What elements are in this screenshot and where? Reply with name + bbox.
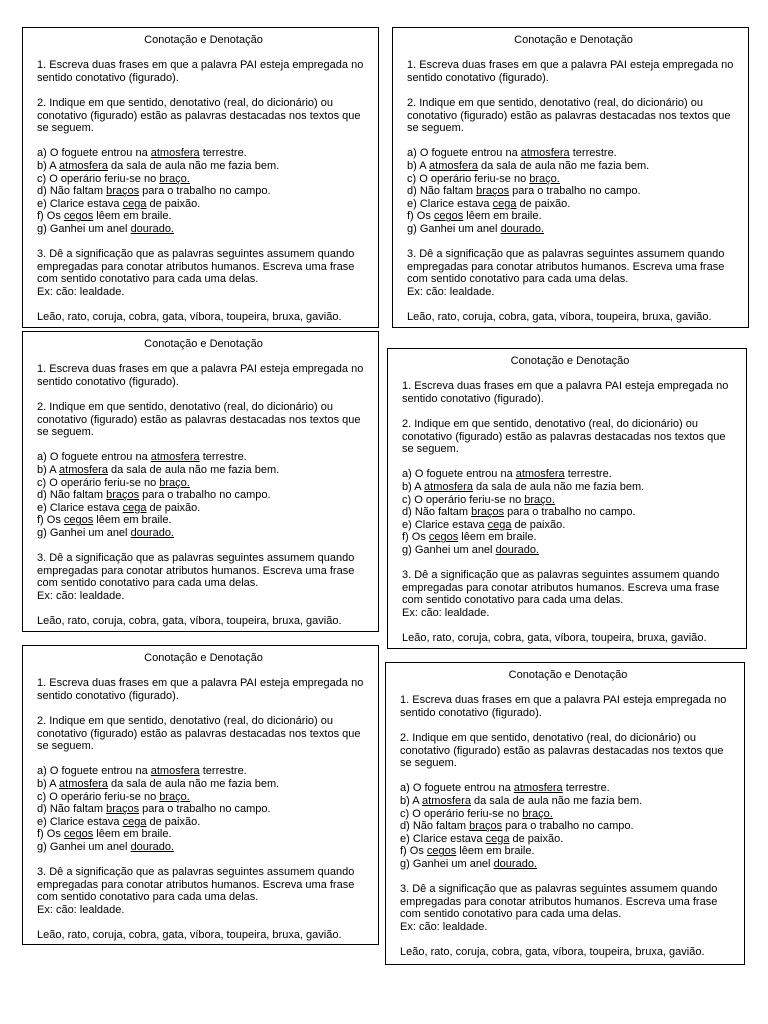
question-2: 2. Indique em que sentido, denotativo (real, do dicionário) ou conotativo (figurado) estão as palavras destacadas nos textos que se seguem. <box>400 731 724 770</box>
worksheet-card-5 <box>22 645 379 945</box>
question-1: 1. Escreva duas frases em que a palavra PAI esteja empregada no sentido conotativo (figurado). <box>400 694 727 719</box>
item-b: b) A atmosfera da sala de aula não me fazia bem. <box>400 794 643 807</box>
card-title: Conotação e Denotação <box>510 355 630 367</box>
highlighted-word: atmosfera <box>150 451 200 464</box>
example-text: Ex: cão: lealdade. <box>400 920 488 933</box>
highlighted-word: atmosfera <box>59 159 108 172</box>
highlighted-word: atmosfera <box>429 159 478 172</box>
item-g: g) Ganhei um anel dourado. <box>402 543 539 556</box>
item-d: d) Não faltam braços para o trabalho no campo. <box>37 489 271 502</box>
question-2: 2. Indique em que sentido, denotativo (real, do dicionário) ou conotativo (figurado) estão as palavras destacadas nos textos que se seguem. <box>402 417 726 456</box>
highlighted-word: atmosfera <box>422 794 471 807</box>
highlighted-word: atmosfera <box>513 782 563 795</box>
item-list <box>37 451 370 539</box>
highlighted-word: cega <box>487 518 512 531</box>
highlighted-word: cega <box>485 832 510 845</box>
highlighted-word: atmosfera <box>59 777 108 790</box>
word-list: Leão, rato, coruja, cobra, gata, víbora, toupeira, bruxa, gavião. <box>37 929 342 942</box>
word-list: Leão, rato, coruja, cobra, gata, víbora, toupeira, bruxa, gavião. <box>37 311 342 324</box>
highlighted-word: atmosfera <box>515 468 565 481</box>
question-3: 3. Dê a significação que as palavras seguintes assumem quando empregadas para conotar atributos humanos. Escreva uma frase com sentido conotativo para cada uma delas. Ex: cão: lealdade. <box>407 248 725 298</box>
highlighted-word: braços <box>106 489 140 502</box>
item-a: a) O foguete entrou na atmosfera terrestre. <box>37 147 247 160</box>
question-2: 2. Indique em que sentido, denotativo (real, do dicionário) ou conotativo (figurado) estão as palavras destacadas nos textos que se seguem. <box>407 96 731 135</box>
highlighted-word: braço. <box>524 493 555 506</box>
highlighted-word: atmosfera <box>150 147 200 160</box>
item-b: b) A atmosfera da sala de aula não me fazia bem. <box>407 159 650 172</box>
question-2: 2. Indique em que sentido, denotativo (real, do dicionário) ou conotativo (figurado) estão as palavras destacadas nos textos que se seguem. <box>37 400 361 439</box>
question-3: 3. Dê a significação que as palavras seguintes assumem quando empregadas para conotar atributos humanos. Escreva uma frase com sentido conotativo para cada uma delas. Ex: cão: lealdade. <box>37 248 355 298</box>
item-a: a) O foguete entrou na atmosfera terrestre. <box>37 451 247 464</box>
worksheet-card-4 <box>387 348 747 649</box>
highlighted-word: cega <box>122 501 147 514</box>
item-d: d) Não faltam braços para o trabalho no campo. <box>37 803 271 816</box>
item-e: e) Clarice estava cega de paixão. <box>37 501 201 514</box>
item-d: d) Não faltam braços para o trabalho no campo. <box>402 506 636 519</box>
highlighted-word: braço. <box>159 172 190 185</box>
highlighted-word: cega <box>122 815 147 828</box>
item-e: e) Clarice estava cega de paixão. <box>37 815 201 828</box>
item-g: g) Ganhei um anel dourado. <box>37 840 174 853</box>
card-title: Conotação e Denotação <box>508 669 628 681</box>
item-g: g) Ganhei um anel dourado. <box>407 222 544 235</box>
highlighted-word: cegos <box>63 514 94 527</box>
highlighted-word: braço. <box>522 807 553 820</box>
highlighted-word: cegos <box>63 828 94 841</box>
question-1: 1. Escreva duas frases em que a palavra PAI esteja empregada no sentido conotativo (figurado). <box>407 59 734 84</box>
item-list <box>37 147 370 235</box>
example-text: Ex: cão: lealdade. <box>407 285 495 298</box>
item-d: d) Não faltam braços para o trabalho no campo. <box>37 185 271 198</box>
highlighted-word: atmosfera <box>59 463 108 476</box>
item-b: b) A atmosfera da sala de aula não me fazia bem. <box>37 463 280 476</box>
question-3: 3. Dê a significação que as palavras seguintes assumem quando empregadas para conotar atributos humanos. Escreva uma frase com sentido conotativo para cada uma delas. Ex: cão: lealdade. <box>400 883 718 933</box>
question-3: 3. Dê a significação que as palavras seguintes assumem quando empregadas para conotar atributos humanos. Escreva uma frase com sentido conotativo para cada uma delas. Ex: cão: lealdade. <box>402 569 720 619</box>
item-b: b) A atmosfera da sala de aula não me fazia bem. <box>402 480 645 493</box>
question-2: 2. Indique em que sentido, denotativo (real, do dicionário) ou conotativo (figurado) estão as palavras destacadas nos textos que se seguem. <box>37 96 361 135</box>
card-title: Conotação e Denotação <box>514 34 633 46</box>
example-text: Ex: cão: lealdade. <box>37 903 125 916</box>
question-1: 1. Escreva duas frases em que a palavra PAI esteja empregada no sentido conotativo (figurado). <box>37 363 364 388</box>
item-list <box>407 147 740 235</box>
item-f: f) Os cegos lêem em braile. <box>37 514 172 527</box>
item-e: e) Clarice estava cega de paixão. <box>407 197 571 210</box>
highlighted-word: dourado. <box>130 526 174 539</box>
item-list <box>402 468 738 556</box>
highlighted-word: dourado. <box>495 543 539 556</box>
card-title: Conotação e Denotação <box>144 652 263 664</box>
item-c: c) O operário feriu-se no braço. <box>37 476 190 489</box>
worksheet-card-1 <box>22 27 379 328</box>
highlighted-word: braços <box>106 185 140 198</box>
question-1: 1. Escreva duas frases em que a palavra PAI esteja empregada no sentido conotativo (figurado). <box>37 59 364 84</box>
item-list <box>400 782 736 870</box>
question-1: 1. Escreva duas frases em que a palavra PAI esteja empregada no sentido conotativo (figurado). <box>402 380 729 405</box>
item-e: e) Clarice estava cega de paixão. <box>37 197 201 210</box>
item-b: b) A atmosfera da sala de aula não me fazia bem. <box>37 159 280 172</box>
item-f: f) Os cegos lêem em braile. <box>37 210 172 223</box>
highlighted-word: braços <box>476 185 510 198</box>
item-c: c) O operário feriu-se no braço. <box>37 790 190 803</box>
item-c: c) O operário feriu-se no braço. <box>37 172 190 185</box>
highlighted-word: cegos <box>433 210 464 223</box>
highlighted-word: dourado. <box>130 222 174 235</box>
highlighted-word: dourado. <box>493 857 537 870</box>
worksheet-card-6 <box>385 662 745 965</box>
item-c: c) O operário feriu-se no braço. <box>400 807 553 820</box>
item-c: c) O operário feriu-se no braço. <box>407 172 560 185</box>
highlighted-word: braços <box>471 506 505 519</box>
highlighted-word: atmosfera <box>150 765 200 778</box>
highlighted-word: atmosfera <box>424 480 473 493</box>
item-c: c) O operário feriu-se no braço. <box>402 493 555 506</box>
card-title: Conotação e Denotação <box>144 34 263 46</box>
question-3: 3. Dê a significação que as palavras seguintes assumem quando empregadas para conotar atributos humanos. Escreva uma frase com sentido conotativo para cada uma delas. Ex: cão: lealdade. <box>37 866 355 916</box>
highlighted-word: braços <box>469 820 503 833</box>
item-d: d) Não faltam braços para o trabalho no campo. <box>400 820 634 833</box>
item-a: a) O foguete entrou na atmosfera terrestre. <box>400 782 610 795</box>
worksheet-card-3 <box>22 331 379 632</box>
item-f: f) Os cegos lêem em braile. <box>407 210 542 223</box>
item-a: a) O foguete entrou na atmosfera terrestre. <box>407 147 617 160</box>
highlighted-word: dourado. <box>130 840 174 853</box>
item-f: f) Os cegos lêem em braile. <box>400 845 535 858</box>
word-list: Leão, rato, coruja, cobra, gata, víbora, toupeira, bruxa, gavião. <box>400 946 705 959</box>
highlighted-word: cega <box>122 197 147 210</box>
item-g: g) Ganhei um anel dourado. <box>400 857 537 870</box>
highlighted-word: cegos <box>63 210 94 223</box>
highlighted-word: cegos <box>426 845 457 858</box>
worksheet-card-2 <box>392 27 749 328</box>
highlighted-word: braço. <box>159 790 190 803</box>
highlighted-word: atmosfera <box>520 147 570 160</box>
item-d: d) Não faltam braços para o trabalho no campo. <box>407 185 641 198</box>
question-2: 2. Indique em que sentido, denotativo (real, do dicionário) ou conotativo (figurado) estão as palavras destacadas nos textos que se seguem. <box>37 714 361 753</box>
item-e: e) Clarice estava cega de paixão. <box>402 518 566 531</box>
example-text: Ex: cão: lealdade. <box>402 606 490 619</box>
highlighted-word: cega <box>492 197 517 210</box>
item-g: g) Ganhei um anel dourado. <box>37 222 174 235</box>
highlighted-word: braços <box>106 803 140 816</box>
word-list: Leão, rato, coruja, cobra, gata, víbora, toupeira, bruxa, gavião. <box>37 615 342 628</box>
item-f: f) Os cegos lêem em braile. <box>402 531 537 544</box>
word-list: Leão, rato, coruja, cobra, gata, víbora, toupeira, bruxa, gavião. <box>407 311 712 324</box>
question-1: 1. Escreva duas frases em que a palavra PAI esteja empregada no sentido conotativo (figurado). <box>37 677 364 702</box>
highlighted-word: braço. <box>159 476 190 489</box>
question-3: 3. Dê a significação que as palavras seguintes assumem quando empregadas para conotar atributos humanos. Escreva uma frase com sentido conotativo para cada uma delas. Ex: cão: lealdade. <box>37 552 355 602</box>
item-list <box>37 765 370 853</box>
item-a: a) O foguete entrou na atmosfera terrestre. <box>37 765 247 778</box>
item-e: e) Clarice estava cega de paixão. <box>400 832 564 845</box>
word-list: Leão, rato, coruja, cobra, gata, víbora, toupeira, bruxa, gavião. <box>402 632 707 645</box>
highlighted-word: dourado. <box>500 222 544 235</box>
highlighted-word: cegos <box>428 531 459 544</box>
example-text: Ex: cão: lealdade. <box>37 589 125 602</box>
card-title: Conotação e Denotação <box>144 338 263 350</box>
item-g: g) Ganhei um anel dourado. <box>37 526 174 539</box>
item-b: b) A atmosfera da sala de aula não me fazia bem. <box>37 777 280 790</box>
item-a: a) O foguete entrou na atmosfera terrestre. <box>402 468 612 481</box>
example-text: Ex: cão: lealdade. <box>37 285 125 298</box>
highlighted-word: braço. <box>529 172 560 185</box>
item-f: f) Os cegos lêem em braile. <box>37 828 172 841</box>
